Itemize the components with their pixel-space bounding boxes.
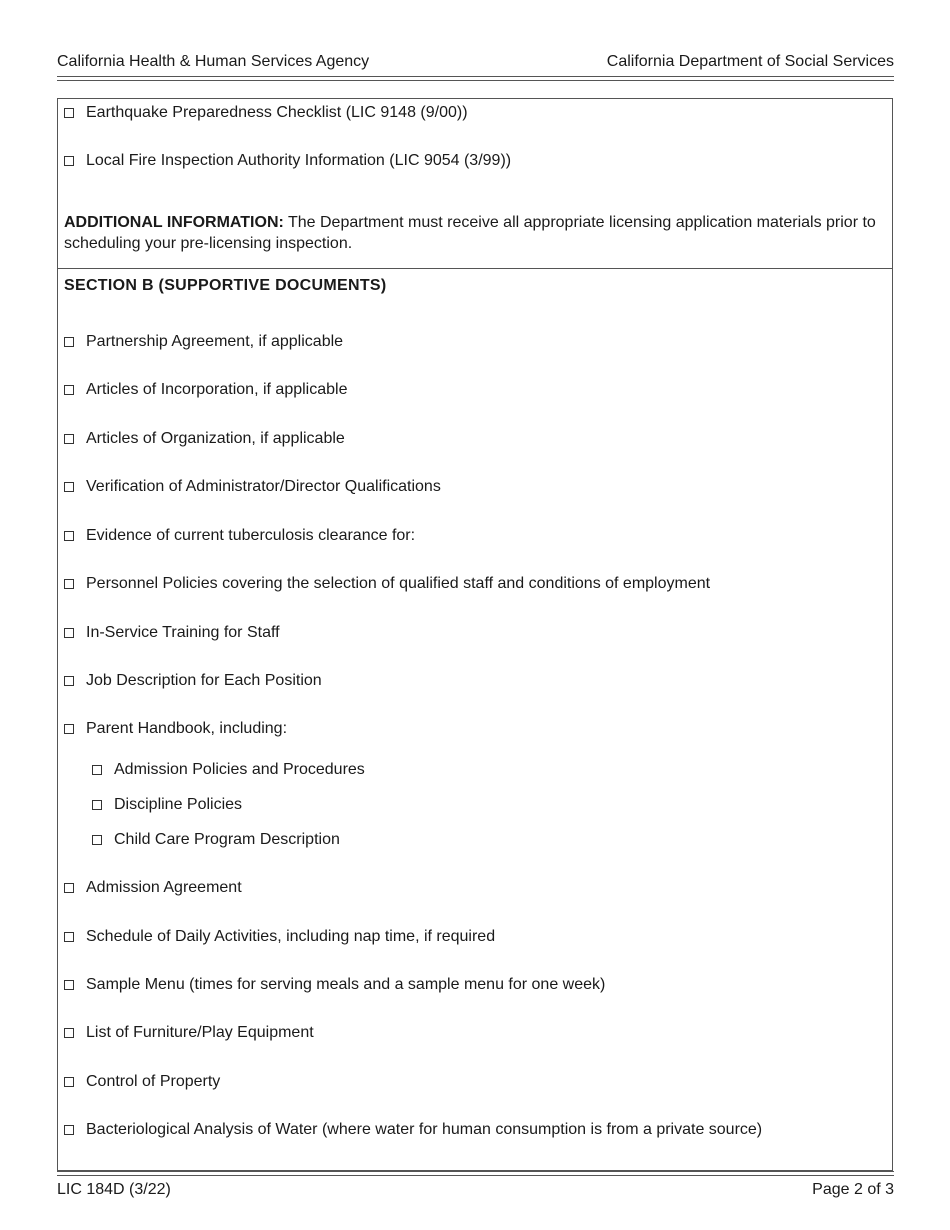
checklist-item [64,477,441,497]
header-rule-bottom [57,80,894,81]
checklist-item [64,1120,762,1140]
checklist-item-label: Sample Menu (times for serving meals and a sample menu for one week) [86,976,606,993]
checkbox[interactable] [64,628,74,638]
checklist-sub-item [92,830,340,850]
checkbox[interactable] [64,1125,74,1135]
checkbox[interactable] [64,980,74,990]
checklist-item-label: Schedule of Daily Activities, including nap time, if required [86,928,496,945]
checklist-item-label: Admission Agreement [86,879,242,896]
checklist-item [64,574,710,594]
checkbox[interactable] [64,1028,74,1038]
checklist-item [64,975,605,995]
checkbox[interactable] [64,579,74,589]
checklist-item-label: Local Fire Inspection Authority Information (LIC 9054 (3/99)) [86,152,512,169]
checklist-item [64,1023,314,1043]
additional-information [64,212,884,254]
footer-rule-bottom [57,1175,894,1176]
checklist-item [64,380,347,400]
checklist-sub-item [92,795,242,815]
checklist-item [64,429,345,449]
header-rule-top [57,76,894,77]
checklist-item [64,1072,220,1092]
checkbox[interactable] [64,724,74,734]
checklist-sub-item [92,760,365,780]
checklist-item-label: In-Service Training for Staff [86,624,280,641]
section-b-title: SECTION B (SUPPORTIVE DOCUMENTS) [64,277,387,294]
checklist-item-label: Job Description for Each Position [86,672,322,689]
checklist-item [64,719,287,739]
header-agency: California Health & Human Services Agency [57,53,370,70]
checklist-item [64,151,511,171]
checklist-item-label: Verification of Administrator/Director Qualifications [86,478,441,495]
checkbox[interactable] [64,482,74,492]
footer-rule-top [57,1171,894,1172]
header-department: California Department of Social Services [606,53,894,70]
checklist-item-label: Earthquake Preparedness Checklist (LIC 9148 (9/00)) [86,104,468,121]
checklist-item-label: Parent Handbook, including: [86,720,288,737]
checklist-item-label: Personnel Policies covering the selection of qualified staff and conditions of employment [86,575,711,592]
additional-information-text: The Department must receive all appropriate licensing application materials prior to scheduling your pre-licensing inspection. [64,214,876,252]
page-number: Page 2 of 3 [812,1181,894,1198]
section-divider [57,268,893,269]
checklist-item [64,623,280,643]
checklist-item-label: Articles of Incorporation, if applicable [86,381,348,398]
checkbox[interactable] [64,676,74,686]
checklist-item-label: Admission Policies and Procedures [114,761,365,778]
checklist-item-label: Bacteriological Analysis of Water (where water for human consumption is from a private source) [86,1121,763,1138]
checklist-item-label: Discipline Policies [114,796,243,813]
checkbox[interactable] [64,385,74,395]
checklist-item [64,526,415,546]
checkbox[interactable] [64,156,74,166]
checkbox[interactable] [92,800,102,810]
checkbox[interactable] [64,1077,74,1087]
checklist-item [64,927,495,947]
checkbox[interactable] [64,883,74,893]
checklist-item-label: Partnership Agreement, if applicable [86,333,344,350]
checkbox[interactable] [64,108,74,118]
checklist-item-label: Evidence of current tuberculosis clearance for: [86,527,416,544]
checklist-item-label: List of Furniture/Play Equipment [86,1024,314,1041]
checklist-item [64,103,468,123]
checkbox[interactable] [92,835,102,845]
checklist-item-label: Control of Property [86,1073,221,1090]
checkbox[interactable] [64,531,74,541]
form-number: LIC 184D (3/22) [57,1181,171,1198]
checklist-item-label: Child Care Program Description [114,831,340,848]
checkbox[interactable] [64,932,74,942]
checkbox[interactable] [92,765,102,775]
checklist-item-label: Articles of Organization, if applicable [86,430,345,447]
checklist-item [64,878,242,898]
additional-information-label: ADDITIONAL INFORMATION: [64,214,284,231]
checklist-item [64,332,343,352]
checkbox[interactable] [64,337,74,347]
checkbox[interactable] [64,434,74,444]
checklist-item [64,671,322,691]
